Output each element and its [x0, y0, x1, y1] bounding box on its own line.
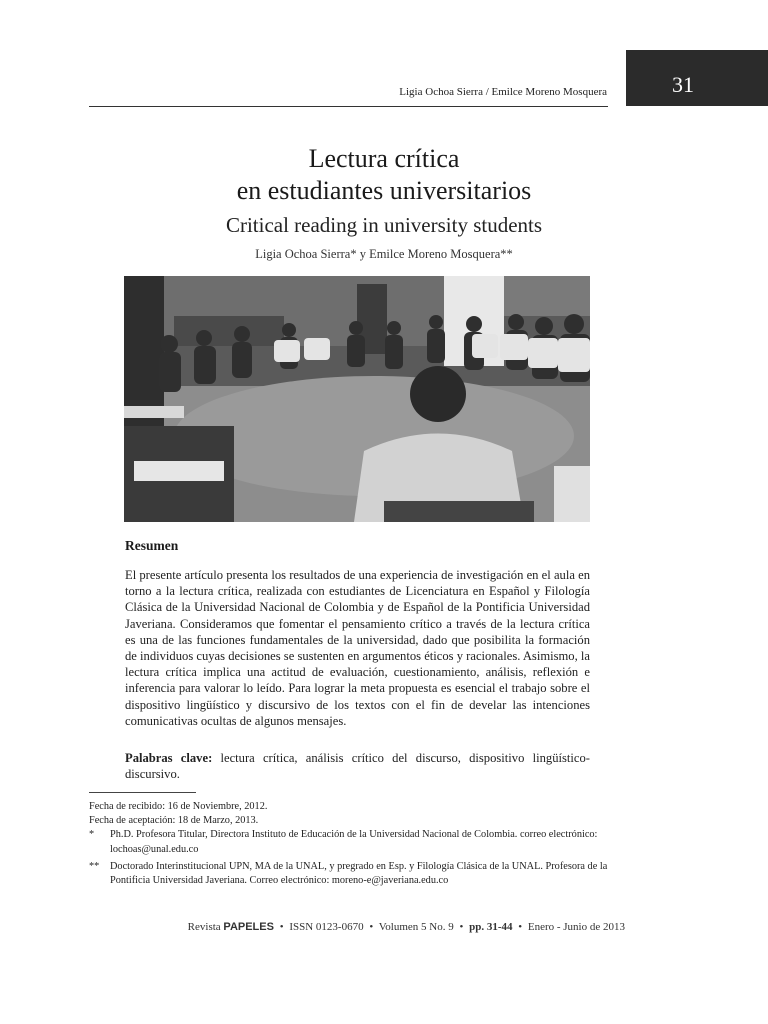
footer-issn: ISSN 0123-0670 [289, 921, 364, 933]
footnote-author-1 [89, 828, 627, 856]
footer-separator: • [279, 921, 284, 933]
footer-date: Enero - Junio de 2013 [527, 921, 625, 933]
footnote-mark-2: ** [89, 860, 100, 872]
classroom-photo-illustration [124, 276, 590, 522]
article-authors: Ligia Ochoa Sierra* y Emilce Moreno Mosquera** [255, 247, 513, 261]
header-rule [89, 106, 608, 107]
received-date: Fecha de recibido: 16 de Noviembre, 2012. [89, 801, 268, 812]
footer-volume: Volumen 5 No. 9 [378, 921, 454, 933]
keywords-label: Palabras clave: [125, 751, 213, 765]
title-line-2: en estudiantes universitarios [236, 176, 532, 205]
footnote-mark-1: * [89, 829, 95, 841]
classroom-photo [124, 276, 590, 522]
footer-separator: • [459, 921, 464, 933]
title-line-1: Lectura crítica [308, 144, 460, 173]
keywords [125, 750, 590, 782]
page-number-tab [626, 50, 768, 106]
page-number: 31 [672, 72, 694, 97]
footnote-text-2: Doctorado Interinstitucional UPN, MA de la UNAL, y pregrado en Esp. y Filología Clásica de la UNAL. Profesora de la Pontificia Universidad Javeriana. Correo electrónico: moreno-e@javeriana.edu.co [110, 860, 608, 887]
keywords-text: lectura crítica, análisis crítico del discurso, dispositivo lingüístico-discursivo. [125, 751, 590, 782]
article-title [89, 143, 679, 207]
running-head: Ligia Ochoa Sierra / Emilce Moreno Mosquera [399, 86, 607, 98]
footnotes [89, 800, 627, 891]
footnote-author-2 [89, 860, 627, 888]
footnote-text-1: Ph.D. Profesora Titular, Directora Instituto de Educación de la Universidad Nacional de Colombia. correo electrónico: lochoas@unal.edu.co [110, 829, 598, 855]
accepted-date: Fecha de aceptación: 18 de Marzo, 2013. [89, 815, 259, 827]
abstract-text: El presente artículo presenta los resultados de una experiencia de investigación en el aula en torno a la lectura crítica, realizada con estudiantes de Licenciatura en Español y Filología Clásica de la Universidad Nacional de Colombia y de Español de la Pontificia Universidad Javeriana. Consideramos que fomentar el pensamiento crítico a través de la lectura crítica es una de las funciones fundamentales de la universidad, dado que posibilita la formación de individuos cuyas decisiones se sustenten en argumentos éticos y racionales. Asimismo, la lectura crítica implica una actitud de evaluación, cuestionamiento, análisis, reflexión e inferencia para valorar lo leído. Para lograr la meta propuesta es esencial el trabajo sobre el dispositivo lingüístico y discursivo de los textos con el fin de develar las intenciones comunicativas ocultas de algunos mensajes. [125, 568, 590, 728]
footer-revista: Revista [187, 921, 221, 933]
abstract-heading: Resumen [125, 538, 179, 553]
footer-separator: • [518, 921, 523, 933]
footer-pages: pp. 31-44 [469, 921, 513, 933]
footnote-rule [89, 792, 196, 793]
footer-separator: • [369, 921, 374, 933]
footer-journal-name: PAPELES [223, 921, 274, 933]
article-subtitle: Critical reading in university students [225, 213, 543, 237]
journal-footer [120, 920, 625, 934]
